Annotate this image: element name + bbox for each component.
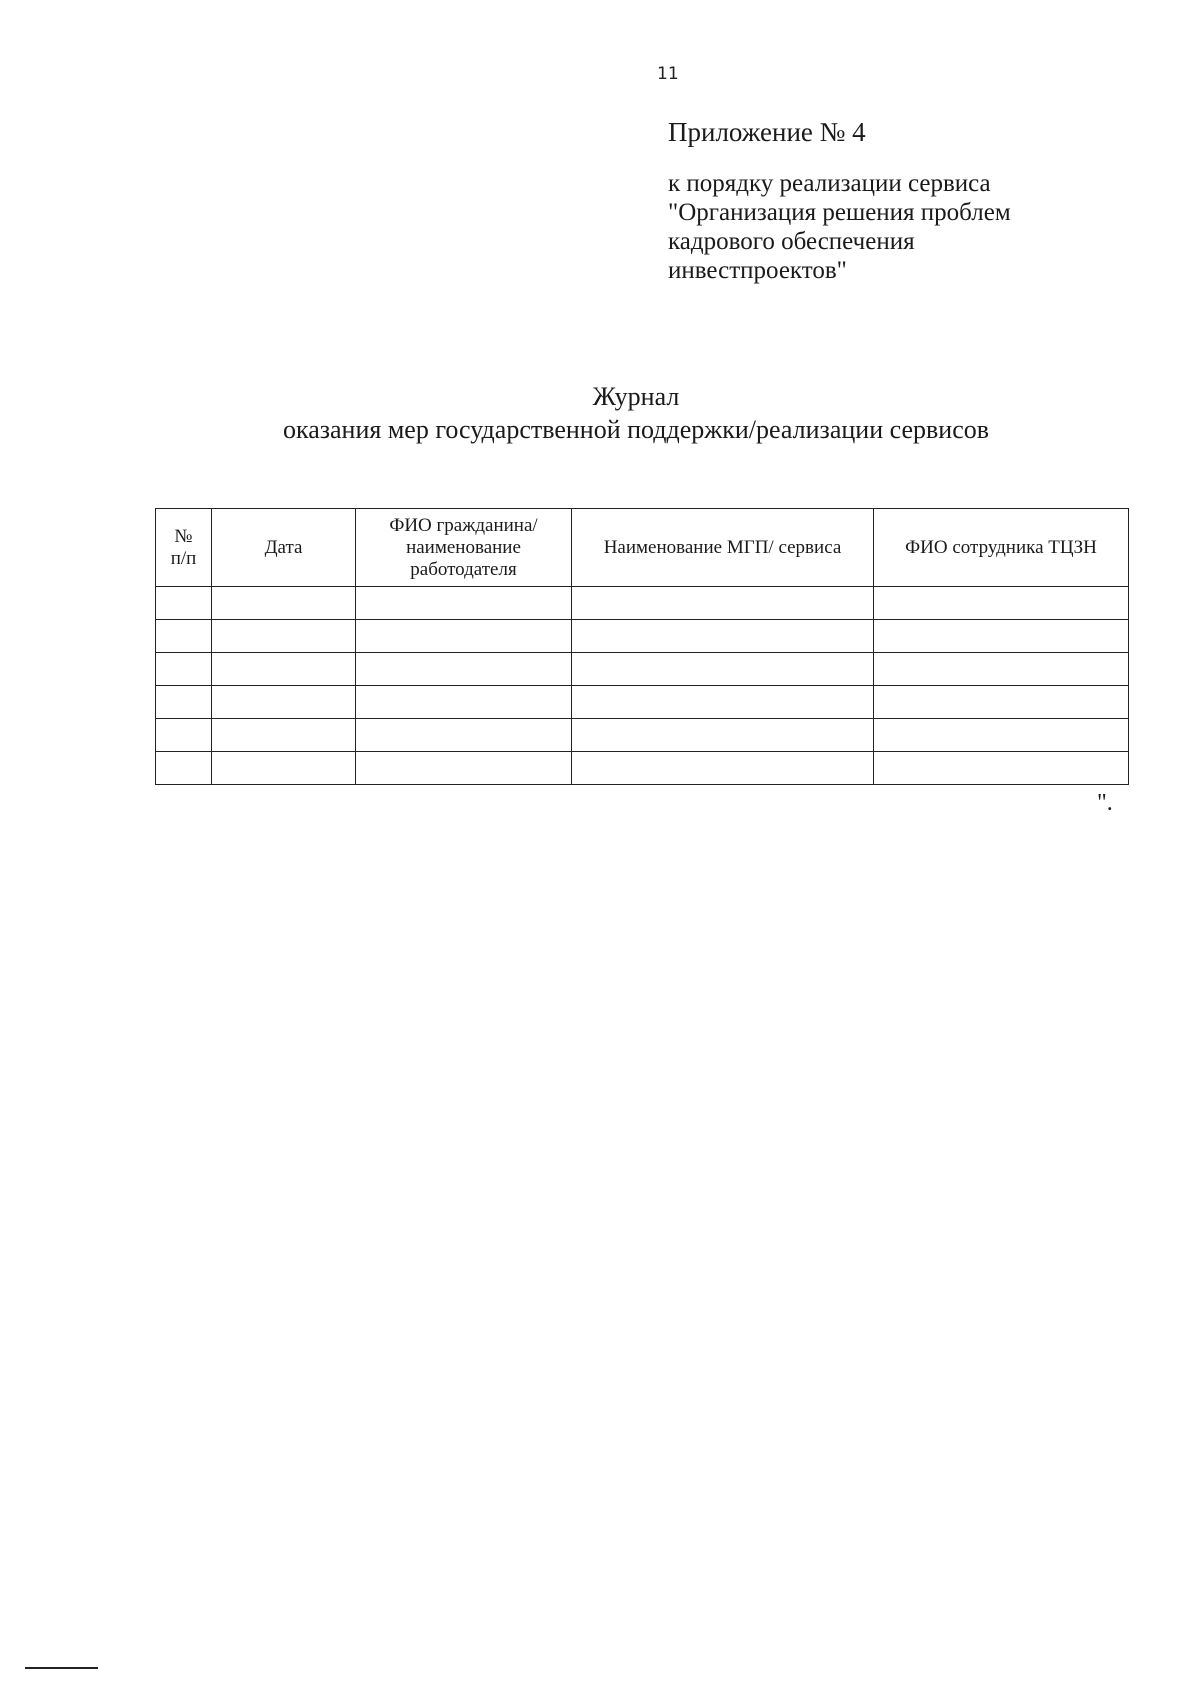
closing-quote: ".: [1097, 790, 1113, 816]
appendix-title: Приложение № 4: [668, 117, 866, 147]
table-cell: [356, 686, 572, 719]
table-cell: [572, 752, 874, 785]
appendix-subtitle: [668, 169, 1011, 285]
table-cell: [212, 686, 356, 719]
table-cell: [874, 587, 1129, 620]
table-cell: [356, 620, 572, 653]
table-cell: [572, 686, 874, 719]
table-cell: [572, 620, 874, 653]
header-employee: [874, 509, 1129, 587]
table-row: [156, 587, 1129, 620]
table-cell: [156, 587, 212, 620]
table-cell: [356, 719, 572, 752]
table-cell: [356, 653, 572, 686]
table-cell: [212, 719, 356, 752]
header-text: наименование: [406, 536, 521, 558]
header-text: Наименование МГП/ сервиса: [603, 536, 842, 558]
table-cell: [356, 587, 572, 620]
table-cell: [212, 587, 356, 620]
table-row: [156, 719, 1129, 752]
header-text: ФИО гражданина/: [389, 514, 538, 536]
footnote-divider: [25, 1667, 98, 1669]
appendix-line: к порядку реализации сервиса: [668, 170, 991, 197]
table-cell: [874, 653, 1129, 686]
appendix-line: инвестпроектов": [668, 257, 847, 284]
table-cell: [156, 620, 212, 653]
table-cell: [572, 587, 874, 620]
table-cell: [572, 653, 874, 686]
table-cell: [156, 686, 212, 719]
table-cell: [874, 752, 1129, 785]
table-row: [156, 620, 1129, 653]
table-row: [156, 752, 1129, 785]
table-row: [156, 653, 1129, 686]
table-cell: [874, 686, 1129, 719]
header-text: п/п: [170, 547, 197, 569]
table-cell: [156, 752, 212, 785]
page-number: 11: [657, 64, 679, 84]
header-service: [572, 509, 874, 587]
table-cell: [874, 620, 1129, 653]
header-text: Дата: [264, 536, 303, 558]
table-header-row: [156, 509, 1129, 587]
journal-title: Журнал: [592, 382, 680, 411]
header-name: [356, 509, 572, 587]
table-cell: [212, 752, 356, 785]
appendix-line: кадрового обеспечения: [668, 228, 915, 255]
table-row: [156, 686, 1129, 719]
appendix-line: "Организация решения проблем: [668, 199, 1011, 226]
header-text: №: [174, 525, 193, 547]
header-date: [212, 509, 356, 587]
table-cell: [156, 653, 212, 686]
header-number: [156, 509, 212, 587]
table-cell: [874, 719, 1129, 752]
header-text: работодателя: [410, 558, 517, 580]
table-cell: [572, 719, 874, 752]
table-cell: [212, 620, 356, 653]
header-text: ФИО сотрудника ТЦЗН: [905, 536, 1097, 558]
journal-table: [155, 508, 1129, 785]
table-cell: [212, 653, 356, 686]
table-cell: [356, 752, 572, 785]
table-cell: [156, 719, 212, 752]
journal-subtitle: оказания мер государственной поддержки/реализации сервисов: [282, 415, 990, 444]
